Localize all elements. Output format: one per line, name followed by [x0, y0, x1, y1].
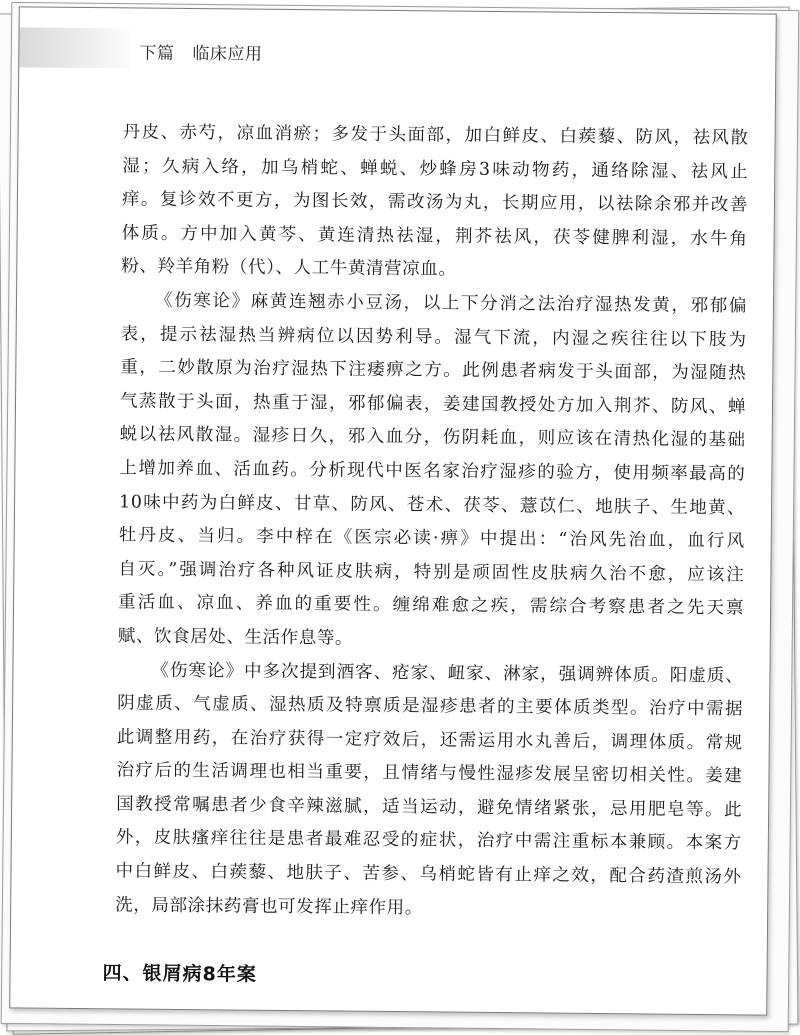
- text-line: 蜕以祛风散湿。湿疹日久，邪入血分，伤阴耗血，则应该在清热化湿的基础: [119, 424, 746, 451]
- text-line: 重活血、凉血、养血的重要性。缠绵难愈之疾，需综合考察患者之先天禀: [118, 592, 745, 619]
- text-line: 湿；久病入络，加乌梢蛇、蝉蜕、炒蜂房3味动物药，通络除湿、祛风止: [122, 155, 749, 182]
- book-page: [9, 6, 777, 1015]
- paragraph: [121, 116, 749, 290]
- text-line: 痒。复诊效不更方，为图长效，需改汤为丸，长期应用，以祛除余邪并改善: [121, 189, 749, 216]
- text-line: 粉、羚羊角粉（代）、人工牛黄清营凉血。: [121, 256, 457, 280]
- header-part: 下篇: [139, 43, 175, 64]
- text-line: 洗，局部涂抹药膏也可发挥止痒作用。: [115, 895, 423, 918]
- text-line: 丹皮、赤芍，凉血消瘀；多发于头面部，加白鲜皮、白蒺藜、防风，祛风散: [122, 122, 749, 149]
- body-text: [115, 116, 749, 928]
- scan-margin-artifact: [19, 27, 129, 68]
- text-line: 10味中药为白鲜皮、甘草、防风、苍术、茯苓、薏苡仁、地肤子、生地黄、: [118, 491, 746, 518]
- text-line: 上增加养血、活血药。分析现代中医名家治疗湿疹的验方，使用频率最高的: [119, 458, 746, 485]
- text-line: 《伤寒论》麻黄连翘赤小豆汤，以上下分消之法治疗湿热发黄，邪郁偏: [154, 290, 748, 317]
- text-line: 体质。方中加入黄芩、黄连清热祛湿，荆芥祛风，茯苓健脾利湿，水牛角: [121, 223, 748, 250]
- text-line: 此调整用药，在治疗获得一定疗效后，还需运用水丸善后，调理体质。常规: [116, 727, 743, 754]
- running-header: [139, 39, 262, 65]
- text-line: 重，二妙散原为治疗湿热下注痿痹之方。此例患者病发于头面部，为湿随热: [120, 357, 747, 384]
- text-line: 表，提示祛湿热当辨病位以因势利导。湿气下流，内湿之疾往往以下肢为: [120, 323, 747, 350]
- text-line: 自灭。”强调治疗各种风证皮肤病，特别是顽固性皮肤病久治不愈，应该注: [118, 559, 745, 586]
- paragraph: [118, 284, 748, 660]
- paragraph: [115, 654, 744, 929]
- text-line: 阴虚质、气虚质、湿热质及特禀质是湿疹患者的主要体质类型。治疗中需据: [117, 693, 744, 720]
- text-line: 气蒸散于头面，热重于湿，邪郁偏表，姜建国教授处方加入荆芥、防风、蝉: [119, 391, 747, 418]
- text-line: 国教授常嘱患者少食辛辣滋腻，适当运动，避免情绪紧张，忌用肥皂等。此: [116, 794, 743, 821]
- header-section: 临床应用: [192, 44, 263, 65]
- text-line: 中白鲜皮、白蒺藜、地肤子、苦参、乌梢蛇皆有止痒之效，配合药渣煎汤外: [115, 861, 742, 888]
- section-heading: 四、银屑病8年案: [102, 962, 257, 986]
- text-line: 治疗后的生活调理也相当重要，且情绪与慢性湿疹发展呈密切相关性。姜建: [116, 760, 743, 787]
- text-line: 《伤寒论》中多次提到酒客、疮家、衄家、淋家，强调辨体质。阳虚质、: [151, 660, 744, 686]
- text-line: 外，皮肤瘙痒往往是患者最难忍受的症状，治疗中需注重标本兼顾。本案方: [115, 827, 742, 854]
- text-line: 赋、饮食居处、生活作息等。: [117, 626, 354, 649]
- text-line: 牡丹皮、当归。李中梓在《医宗必读·痹》中提出：“治风先治血，血行风: [118, 525, 745, 552]
